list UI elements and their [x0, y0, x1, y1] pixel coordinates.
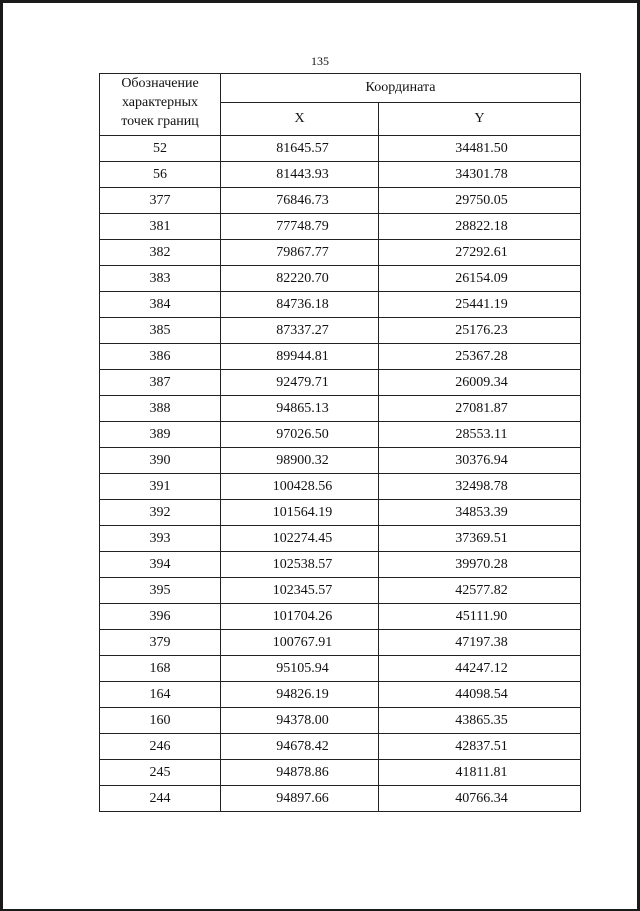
y-cell: 39970.28: [379, 552, 581, 578]
y-cell: 30376.94: [379, 448, 581, 474]
x-cell: 87337.27: [221, 318, 379, 344]
y-cell: 41811.81: [379, 760, 581, 786]
table-row: [100, 266, 581, 292]
coordinate-header: Координата: [221, 74, 581, 103]
scan-border-left: [0, 0, 3, 911]
point-cell: 395: [100, 578, 221, 604]
page-number: 135: [311, 54, 329, 68]
point-cell: 377: [100, 188, 221, 214]
y-cell: 40766.34: [379, 786, 581, 812]
point-cell: 245: [100, 760, 221, 786]
point-cell: 391: [100, 474, 221, 500]
x-cell: 77748.79: [221, 214, 379, 240]
y-cell: 34481.50: [379, 136, 581, 162]
y-cell: 44247.12: [379, 656, 581, 682]
point-cell: 396: [100, 604, 221, 630]
table-row: [100, 552, 581, 578]
point-cell: 394: [100, 552, 221, 578]
point-cell: 168: [100, 656, 221, 682]
table-row: [100, 760, 581, 786]
table-row: [100, 188, 581, 214]
x-cell: 94826.19: [221, 682, 379, 708]
point-cell: 388: [100, 396, 221, 422]
table-row: [100, 292, 581, 318]
table-row: [100, 240, 581, 266]
y-cell: 27081.87: [379, 396, 581, 422]
y-cell: 37369.51: [379, 526, 581, 552]
table-row: [100, 344, 581, 370]
y-header: Y: [379, 103, 581, 136]
point-cell: 244: [100, 786, 221, 812]
y-cell: 34301.78: [379, 162, 581, 188]
y-cell: 26154.09: [379, 266, 581, 292]
x-cell: 94865.13: [221, 396, 379, 422]
x-cell: 101564.19: [221, 500, 379, 526]
table-row: [100, 604, 581, 630]
y-cell: 45111.90: [379, 604, 581, 630]
y-cell: 42837.51: [379, 734, 581, 760]
table-row: [100, 448, 581, 474]
table-row: [100, 578, 581, 604]
table-row: [100, 500, 581, 526]
y-cell: 27292.61: [379, 240, 581, 266]
table-row: [100, 396, 581, 422]
point-cell: 389: [100, 422, 221, 448]
x-cell: 97026.50: [221, 422, 379, 448]
x-cell: 81645.57: [221, 136, 379, 162]
x-cell: 76846.73: [221, 188, 379, 214]
point-cell: 385: [100, 318, 221, 344]
table-row: [100, 708, 581, 734]
table-row: [100, 734, 581, 760]
x-cell: 94897.66: [221, 786, 379, 812]
y-cell: 28822.18: [379, 214, 581, 240]
x-cell: 92479.71: [221, 370, 379, 396]
point-cell: 246: [100, 734, 221, 760]
table-row: [100, 318, 581, 344]
table-row: [100, 162, 581, 188]
table-row: [100, 214, 581, 240]
point-cell: 384: [100, 292, 221, 318]
scan-border-top: [0, 0, 640, 3]
x-cell: 95105.94: [221, 656, 379, 682]
coordinates-table: [99, 73, 581, 812]
x-cell: 102538.57: [221, 552, 379, 578]
x-cell: 79867.77: [221, 240, 379, 266]
x-cell: 94678.42: [221, 734, 379, 760]
point-cell: 160: [100, 708, 221, 734]
x-cell: 94378.00: [221, 708, 379, 734]
table-row: [100, 136, 581, 162]
x-cell: 101704.26: [221, 604, 379, 630]
x-cell: 94878.86: [221, 760, 379, 786]
y-cell: 42577.82: [379, 578, 581, 604]
point-cell: 379: [100, 630, 221, 656]
table-row: [100, 526, 581, 552]
y-cell: 47197.38: [379, 630, 581, 656]
header-line: Обозначение: [121, 76, 199, 91]
y-cell: 32498.78: [379, 474, 581, 500]
x-cell: 81443.93: [221, 162, 379, 188]
y-cell: 29750.05: [379, 188, 581, 214]
table-row: [100, 370, 581, 396]
table-row: [100, 682, 581, 708]
point-cell: 393: [100, 526, 221, 552]
y-cell: 44098.54: [379, 682, 581, 708]
x-cell: 89944.81: [221, 344, 379, 370]
y-cell: 25367.28: [379, 344, 581, 370]
point-cell: 52: [100, 136, 221, 162]
point-cell: 382: [100, 240, 221, 266]
y-cell: 26009.34: [379, 370, 581, 396]
y-cell: 28553.11: [379, 422, 581, 448]
y-cell: 25176.23: [379, 318, 581, 344]
point-cell: 164: [100, 682, 221, 708]
header-line: точек границ: [121, 114, 199, 129]
point-cell: 383: [100, 266, 221, 292]
point-cell: 392: [100, 500, 221, 526]
table-row: [100, 422, 581, 448]
x-cell: 84736.18: [221, 292, 379, 318]
table-body: [100, 136, 581, 812]
table-row: [100, 656, 581, 682]
x-cell: 100428.56: [221, 474, 379, 500]
point-cell: 387: [100, 370, 221, 396]
x-header: X: [221, 103, 379, 136]
point-cell: 381: [100, 214, 221, 240]
point-designation-header: [100, 74, 221, 136]
x-cell: 102345.57: [221, 578, 379, 604]
point-cell: 56: [100, 162, 221, 188]
x-cell: 82220.70: [221, 266, 379, 292]
y-cell: 34853.39: [379, 500, 581, 526]
point-cell: 386: [100, 344, 221, 370]
table-row: [100, 630, 581, 656]
point-cell: 390: [100, 448, 221, 474]
y-cell: 25441.19: [379, 292, 581, 318]
y-cell: 43865.35: [379, 708, 581, 734]
table-row: [100, 786, 581, 812]
x-cell: 102274.45: [221, 526, 379, 552]
header-line: характерных: [121, 95, 199, 110]
table-row: [100, 474, 581, 500]
x-cell: 98900.32: [221, 448, 379, 474]
x-cell: 100767.91: [221, 630, 379, 656]
